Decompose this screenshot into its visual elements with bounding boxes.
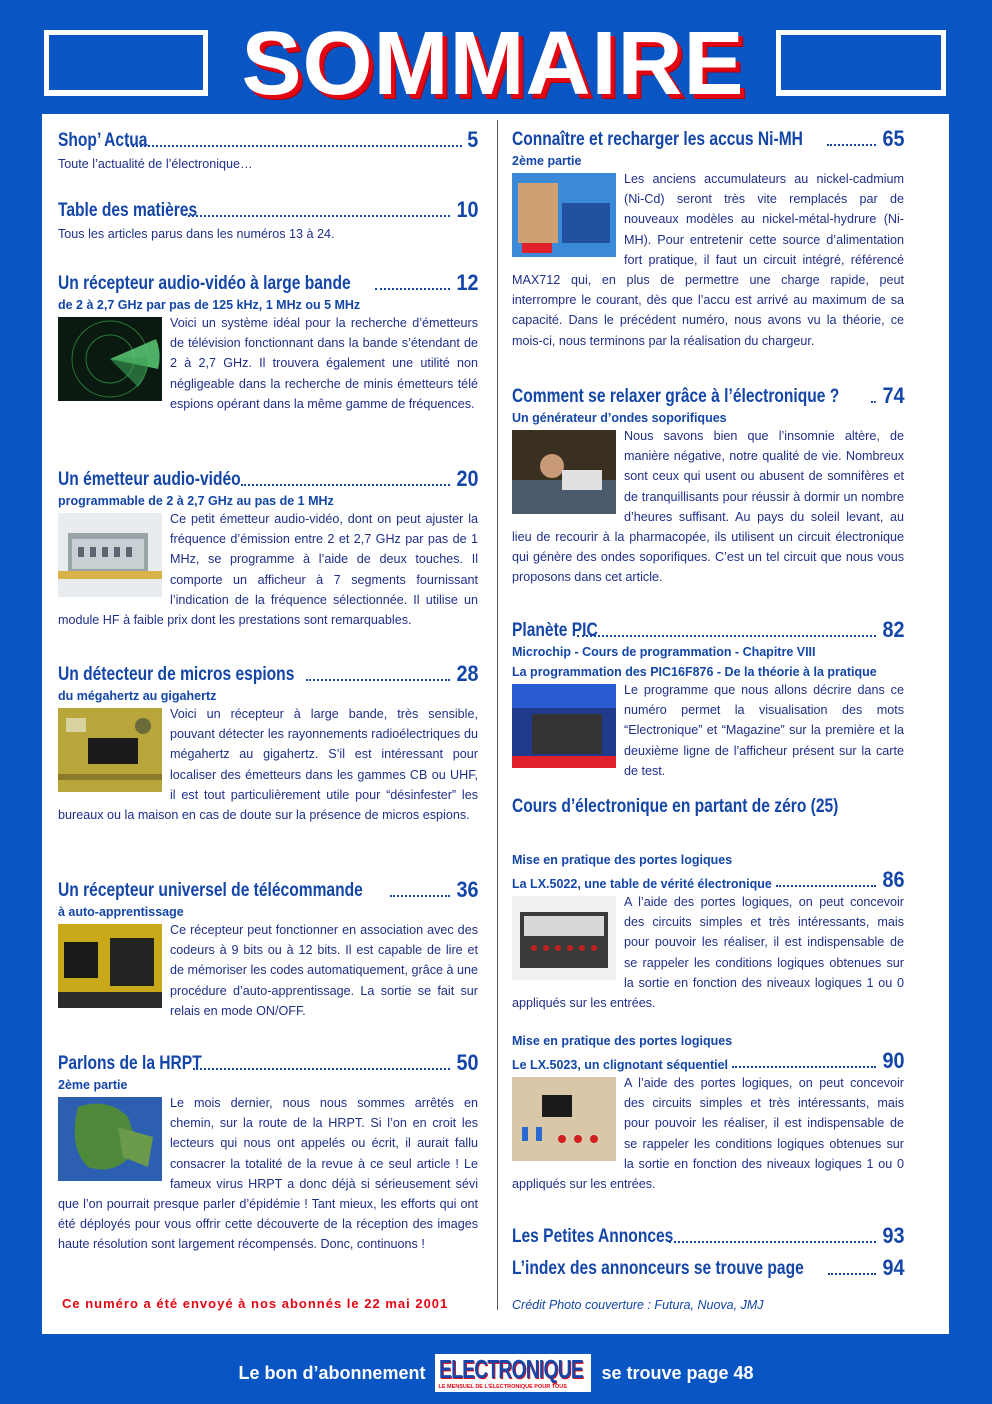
sleeping-person-photo [512,430,616,514]
entry-title[interactable]: Shop’ Actua [58,130,148,151]
column-divider [497,120,498,1310]
entry-title[interactable]: Planète PIC [512,620,598,641]
leader-dots [871,401,875,403]
toc-entry-index-annonceurs[interactable] [512,1250,904,1280]
entry-subtitle: Microchip - Cours de programmation - Chapitre VIII [512,645,816,659]
toc-entry-relaxer[interactable] [512,378,904,588]
entry-pretitle: Mise en pratique des portes logiques [512,853,733,867]
page-title: SOMMAIRE [241,14,745,114]
entry-subtitle: de 2 à 2,7 GHz par pas de 125 kHz, 1 MHz ou 5 MHz [58,298,361,312]
entry-page: 86 [881,867,904,892]
mailing-date-note: Ce numéro a été envoyé à nos abonnés le 22 mai 2001 [62,1296,449,1311]
header-bar-right [776,30,946,96]
leader-dots [306,679,449,681]
entry-subtitle: à auto-apprentissage [58,905,184,919]
entry-body: Voici un récepteur à large bande, très sensible, pouvant détecter les rayonnements radioélectriques du mégahertz au gigahertz. S’il est intéressant pour localiser des émetteurs dans les gammes CB ou UHF, il est tout particulièrement utile pour “désinfester” les bureaux ou la maison en cas de doute sur la présence de micros espions. [58,707,478,823]
entry-body: Toute l’actualité de l’électronique… [58,157,253,171]
leader-dots [669,1241,876,1243]
entry-pretitle: Mise en pratique des portes logiques [512,1034,733,1048]
toc-entry-lx5023[interactable] [512,1031,904,1194]
entry-title[interactable]: Table des matières [58,200,198,221]
toc-entry-recepteur-audio-video[interactable] [58,265,478,414]
entry-page: 74 [881,383,904,408]
entry-page: 50 [455,1050,478,1075]
entry-title[interactable]: Comment se relaxer grâce à l’électronique ? [512,386,840,407]
toc-entry-detecteur-micros[interactable] [58,656,478,825]
entry-page: 5 [466,127,478,152]
entry-page: 94 [881,1255,904,1280]
entry-title[interactable]: Un détecteur de micros espions [58,664,295,685]
leader-dots [193,1068,449,1070]
entry-subtitle: 2ème partie [58,1078,128,1092]
subscription-text-left: Le bon d’abonnement [238,1362,426,1383]
leader-dots [375,288,450,290]
leader-dots [776,885,876,887]
leader-dots [577,635,876,637]
satellite-map-photo [58,1097,162,1181]
pic-course-cover [512,684,616,768]
toc-entry-cours-electronique[interactable] [512,788,904,818]
entry-title[interactable]: L’index des annonceurs se trouve page [512,1258,804,1279]
toc-entry-shop-actua[interactable] [58,122,478,174]
entry-title[interactable]: Les Petites Annonces [512,1226,674,1247]
entry-page: 93 [881,1223,904,1248]
dip-switch-photo [58,924,162,1008]
entry-body: Voici un système idéal pour la recherche d’émetteurs de télévision fonctionnant dans la bande s’étendant de 2 à 2,7 GHz. Il trouvera également une utilité non négligeable dans la recherche de minis émetteurs télé espions opérant dans la même gamme de fréquences. [170,316,478,411]
photo-credit: Crédit Photo couverture : Futura, Nuova, JMJ [512,1298,764,1312]
entry-subtitle: du mégahertz au gigahertz [58,689,217,703]
toc-entry-planete-pic[interactable] [512,612,904,781]
entry-subtitle: programmable de 2 à 2,7 GHz au pas de 1 MHz [58,494,334,508]
entry-page: 28 [455,661,478,686]
leader-dots [828,1273,876,1275]
entry-body: Tous les articles parus dans les numéros 13 à 24. [58,227,335,241]
leader-dots [732,1066,876,1068]
entry-subtitle: 2ème partie [512,154,582,168]
transmitter-module-photo [58,513,162,597]
leader-dots [241,484,450,486]
entry-page: 82 [881,617,904,642]
toc-entry-accus-nimh[interactable] [512,121,904,351]
entry-title[interactable]: Un émetteur audio-vidéo [58,469,241,490]
entry-page: 36 [455,877,478,902]
toc-entry-recepteur-telecommande[interactable] [58,872,478,1021]
battery-ad-photo [512,173,616,257]
toc-entry-petites-annonces[interactable] [512,1218,904,1248]
leader-dots [188,215,450,217]
entry-body: Nous savons bien que l’insomnie altère, de manière négative, notre qualité de vie. Nombreux sont ceux qui usent ou abusent de somnifères et de tranquillisants pour réussir à dormir un nombre d’heures suffisant. Au pays du soleil levant, au lieu de recourir à la pharmacopée, ils utilisent un circuit électronique qui génère des ondes soporifiques. C’est un tel circuit que nous vous proposons dans cet article. [512,429,904,585]
entry-page: 65 [881,126,904,151]
sequential-flasher-board-photo [512,1077,616,1161]
entry-body: Ce petit émetteur audio-vidéo, dont on peut ajuster la fréquence d’émission entre 2 et 2,7 GHz par pas de 1 MHz, se programme à l’aide de deux touches. Il comporte un afficheur à 7 segments fournissant l’indication de la fréquence sélectionnée. Il utilise un module HF à faible prix dont les prestations sont remarquables. [58,512,478,628]
entry-body: A l’aide des portes logiques, on peut concevoir des circuits simples et très intéressants, mais pour pouvoir les réaliser, il est indispensable de se rappeler les conditions logiques obtenues sur la sortie en fonction des niveaux logiques 1 ou 0 appliqués sur les entrées. [512,895,904,1011]
entry-page: 90 [881,1048,904,1073]
leader-dots [127,145,462,147]
entry-page: 20 [455,466,478,491]
entry-page: 10 [455,197,478,222]
entry-title[interactable]: Parlons de la HRPT [58,1053,202,1074]
toc-entry-lx5022[interactable] [512,850,904,1013]
entry-title[interactable]: Un récepteur audio-vidéo à large bande [58,273,351,294]
radar-screen-photo [58,317,162,401]
entry-subtitle: Un générateur d’ondes soporifiques [512,411,727,425]
toc-entry-hrpt[interactable] [58,1045,478,1255]
subscription-notice [0,1352,992,1394]
truth-table-board-photo [512,896,616,980]
entry-page: 12 [455,270,478,295]
entry-body: A l’aide des portes logiques, on peut concevoir des circuits simples et très intéressants, mais pour pouvoir les réaliser, il est indispensable de se rappeler les conditions logiques obtenues sur la sortie en fonction des niveaux logiques 1 ou 0 appliqués sur les entrées. [512,1076,904,1192]
circuit-board-photo [58,708,162,792]
toc-entry-table-matieres[interactable] [58,192,478,244]
entry-title[interactable]: Connaître et recharger les accus Ni-MH [512,129,803,150]
leader-dots [390,895,450,897]
entry-title[interactable]: La LX.5022, une table de vérité électronique [512,877,772,891]
entry-title[interactable]: Cours d’électronique en partant de zéro (25) [512,796,839,817]
entry-subtitle-2: La programmation des PIC16F876 - De la théorie à la pratique [512,665,877,679]
entry-title[interactable]: Le LX.5023, un clignotant séquentiel [512,1058,729,1072]
entry-body: Ce récepteur peut fonctionner en association avec des codeurs à 9 bits ou à 12 bits. Il est capable de lire et de mémoriser les codes automatiquement, grâce à une procédure d’auto-apprentissage. La sortie se fait sur relais en mode ON/OFF. [170,923,479,1018]
entry-body: Le mois dernier, nous nous sommes arrêtés en chemin, sur la route de la HRPT. Si l’on en croit les lecteurs qui nous ont appelés ou écrit, il aurait fallu consacrer la totalité de la revue à ce seul article ! Le fameux virus HRPT a donc déjà si sérieusement sévi que l’on pourrait presque parler d’épidémie ! Tant mieux, les efforts qui ont été déployés pour vous offrir cette découverte de la réception des images haute résolution sont largement récompensés. Donc, continuons ! [58,1096,478,1252]
subscription-text-right: se trouve page 48 [601,1362,754,1383]
entry-body: Le programme que nous allons décrire dans ce numéro permet la visualisation des mots “Electronique” et “Magazine” sur la première et la deuxième ligne de l’afficheur présent sur la carte de test. [624,683,904,778]
leader-dots [827,144,876,146]
magazine-logo: ELECTRONIQUE LE MENSUEL DE L’ÉLECTRONIQUE POUR TOUS [433,1352,593,1394]
toc-entry-emetteur-audio-video[interactable] [58,461,478,630]
entry-title[interactable]: Un récepteur universel de télécommande [58,880,363,901]
entry-body: Les anciens accumulateurs au nickel-cadmium (Ni-Cd) seront très vite remplacés par de nouveaux modèles au nickel-métal-hydrure (Ni-MH). Pour entretenir cette source d’alimentation fort pratique, il faut un circuit intégré, référencé MAX712 qui, en plus de permettre une charge rapide, peut interrompre le courant, dès que l’accu est arrivé au maximum de sa capacité. Dans le précédent numéro, nous avons vu la théorie, ce mois-ci, nous terminons par la réalisation du chargeur. [512,172,904,348]
header-bar-left [44,30,208,96]
